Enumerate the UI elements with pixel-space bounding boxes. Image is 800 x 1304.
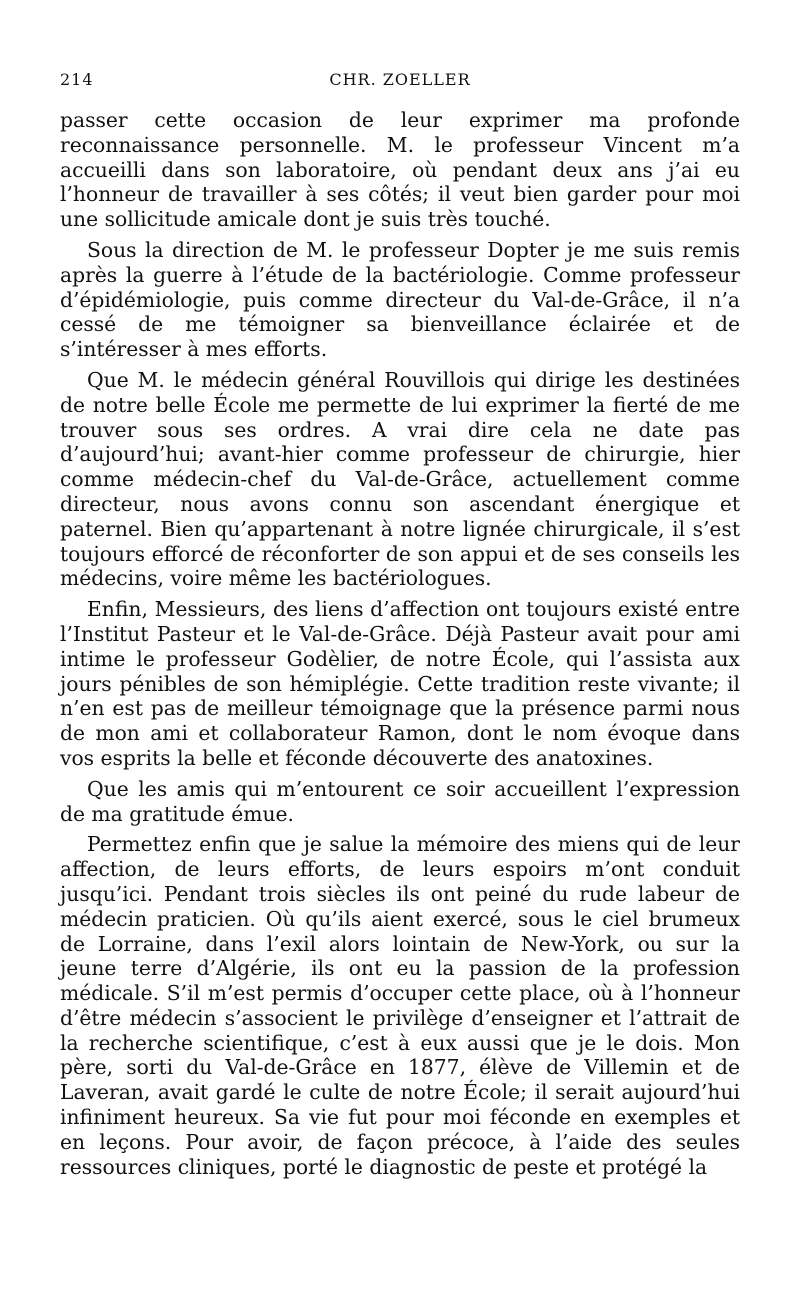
paragraph: passer cette occasion de leur exprimer ma profonde reconnaissance personnelle. M. le professeur Vincent m’a accueilli dans son laboratoire, où pendant deux ans j’ai eu l’honneur de travailler à ses côtés; il veut bien garder pour moi une sollicitude amicale dont je suis très touché. xyxy=(60,108,740,232)
paragraph: Que les amis qui m’entourent ce soir accueillent l’expression de ma gratitude émue. xyxy=(60,776,740,826)
paragraph: Permettez enfin que je salue la mémoire des miens qui de leur affection, de leurs efforts, de leurs espoirs m’ont conduit jusqu’ici. Pendant trois siècles ils ont peiné du rude labeur de médecin praticien. Où qu’ils aient exercé, sous le ciel brumeux de Lorraine, dans l’exil alors lointain de New-York, ou sur la jeune terre d’Algérie, ils ont eu la passion de la profession médicale. S’il m’est permis d’occuper cette place, où à l’honneur d’être médecin s’associent le privilège d’enseigner et l’attrait de la recherche scientifique, c’est à eux aussi que je le dois. Mon père, sorti du Val-de-Grâce en 1877, élève de Villemin et de Laveran, avait gardé le culte de notre École; il serait aujourd’hui infiniment heureux. Sa vie fut pour moi féconde en exemples et en leçons. Pour avoir, de façon précoce, à l’aide des seules ressources cliniques, porté le diagnostic de peste et protégé la xyxy=(60,832,740,1179)
running-head xyxy=(60,70,740,94)
page-number: 214 xyxy=(60,70,94,89)
paragraph: Que M. le médecin général Rouvillois qui dirige les destinées de notre belle École me permette de lui exprimer la fierté de me trouver sous ses ordres. A vrai dire cela ne date pas d’aujourd’hui; avant-hier comme professeur de chirurgie, hier comme médecin-chef du Val-de-Grâce, actuellement comme directeur, nous avons connu son ascendant énergique et paternel. Bien qu’appartenant à notre lignée chirurgicale, il s’est toujours efforcé de réconforter de son appui et de ses conseils les médecins, voire même les bactériologues. xyxy=(60,367,740,591)
paragraph: Enfin, Messieurs, des liens d’affection ont toujours existé entre l’Institut Pasteur et le Val-de-Grâce. Déjà Pasteur avait pour ami intime le professeur Godèlier, de notre École, qui l’assista aux jours pénibles de son hémiplégie. Cette tradition reste vivante; il n’en est pas de meilleur témoignage que la présence parmi nous de mon ami et collaborateur Ramon, dont le nom évoque dans vos esprits la belle et féconde découverte des anatoxines. xyxy=(60,597,740,770)
paragraph: Sous la direction de M. le professeur Dopter je me suis remis après la guerre à l’étude de la bactériologie. Comme professeur d’épidémiologie, puis comme directeur du Val-de-Grâce, il n’a cessé de me témoigner sa bienveillance éclairée et de s’intéresser à mes efforts. xyxy=(60,237,740,362)
running-title: CHR. ZOELLER xyxy=(329,70,471,89)
body-text xyxy=(60,108,740,1185)
